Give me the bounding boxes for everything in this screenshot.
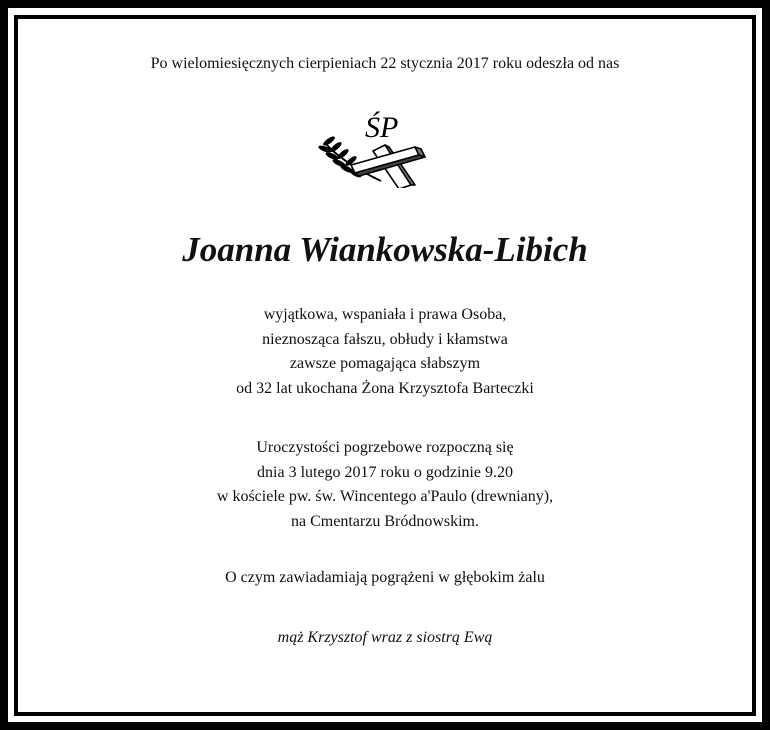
intro-text: Po wielomiesięcznych cierpieniach 22 stycznia 2017 roku odeszła od nas <box>150 55 620 72</box>
description-line: nieznosząca fałszu, obłudy i kłamstwa <box>262 330 508 348</box>
funeral-line: dnia 3 lutego 2017 roku o godzinie 9.20 <box>257 463 513 481</box>
funeral-info-block <box>0 436 770 534</box>
deceased-name: Joanna Wiankowska-Libich <box>182 230 588 269</box>
description-line: od 32 lat ukochana Żona Krzysztofa Barteczki <box>236 379 534 397</box>
cross-with-palm-branch-icon <box>303 103 433 188</box>
description-line: zawsze pomagająca słabszym <box>289 355 481 372</box>
funeral-line: Uroczystości pogrzebowe rozpoczną się <box>256 439 514 456</box>
signature: mąż Krzysztof wraz z siostrą Ewą <box>277 629 493 646</box>
description-line: wyjątkowa, wspaniała i prawa Osoba, <box>263 306 507 323</box>
funeral-line: w kościele pw. św. Wincentego a'Paulo (drewniany), <box>216 488 554 505</box>
emblem-text: ŚP <box>365 111 399 144</box>
emblem <box>303 103 433 188</box>
description-block <box>0 303 770 401</box>
closing-text: O czym zawiadamiają pogrążeni w głębokim żalu <box>225 569 545 586</box>
funeral-line: na Cmentarzu Bródnowskim. <box>291 512 479 530</box>
